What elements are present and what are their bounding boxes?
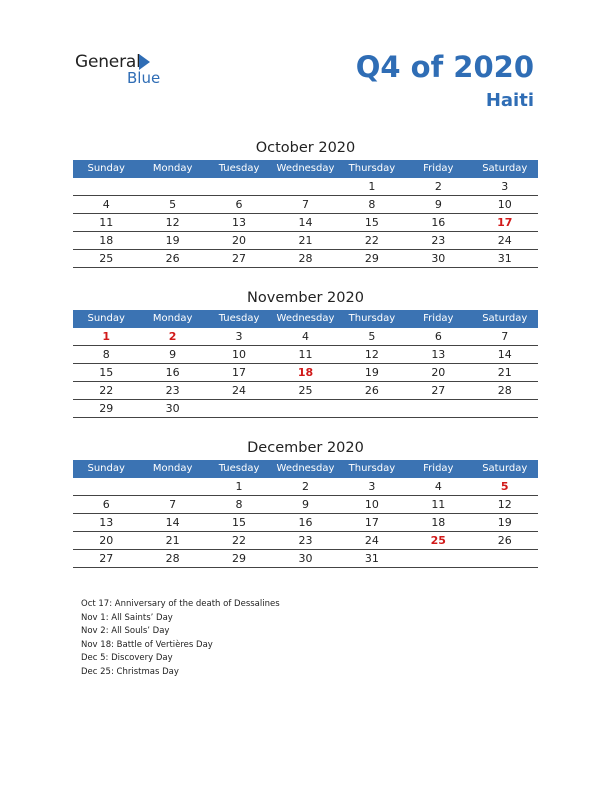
- weekday-label: Tuesday: [218, 463, 260, 474]
- day-cell: 6: [434, 330, 442, 343]
- day-cell: 31: [364, 552, 379, 565]
- weekday-label: Saturday: [482, 163, 528, 174]
- day-cell: [272, 178, 338, 195]
- day-cell: 17: [497, 216, 513, 229]
- day-cell: 20: [431, 366, 446, 379]
- day-cell: [206, 178, 272, 195]
- weekday-label: Sunday: [87, 313, 125, 324]
- day-cell: 5: [500, 480, 509, 493]
- holiday-note: Dec 25: Christmas Day: [81, 666, 179, 677]
- weekday-label: Wednesday: [276, 463, 335, 474]
- calendar-grid: [73, 160, 538, 268]
- weekday-label: Monday: [152, 463, 193, 474]
- day-cell: 15: [364, 216, 379, 229]
- day-cell: 14: [165, 516, 180, 529]
- day-cell: 19: [364, 366, 379, 379]
- month-title: October 2020: [255, 140, 356, 156]
- day-cell: 12: [497, 498, 512, 511]
- day-cell: 10: [364, 498, 379, 511]
- day-cell: 25: [430, 534, 446, 547]
- day-cell: 5: [368, 330, 376, 343]
- day-cell: 4: [102, 198, 110, 211]
- weekday-label: Monday: [152, 163, 193, 174]
- day-cell: 27: [431, 384, 446, 397]
- day-cell: 11: [298, 348, 313, 361]
- week-row: [73, 550, 538, 568]
- week-row: [73, 232, 538, 250]
- week-row: [73, 514, 538, 532]
- logo-triangle-icon: [139, 54, 150, 70]
- day-cell: 27: [99, 552, 114, 565]
- day-cell: 4: [434, 480, 442, 493]
- day-cell: 16: [298, 516, 313, 529]
- day-cell: 24: [497, 234, 512, 247]
- week-row: [73, 400, 538, 418]
- day-cell: [272, 400, 338, 417]
- day-cell: 18: [99, 234, 114, 247]
- day-cell: 3: [501, 180, 509, 193]
- month-october: [73, 138, 538, 268]
- day-cell: [139, 178, 205, 195]
- day-cell: 5: [169, 198, 177, 211]
- holiday-note: Nov 18: Battle of Vertières Day: [81, 639, 213, 650]
- day-cell: 16: [431, 216, 446, 229]
- day-cell: 22: [99, 384, 114, 397]
- month-title: November 2020: [247, 290, 364, 306]
- day-cell: 1: [368, 180, 376, 193]
- day-cell: 31: [497, 252, 512, 265]
- logo: [75, 52, 175, 88]
- week-row: [73, 364, 538, 382]
- holiday-note: Oct 17: Anniversary of the death of Dessalines: [81, 599, 280, 609]
- day-cell: 15: [232, 516, 247, 529]
- day-cell: 9: [169, 348, 177, 361]
- day-cell: 29: [232, 552, 247, 565]
- day-cell: 8: [235, 498, 243, 511]
- day-cell: 7: [169, 498, 177, 511]
- calendar-grid: [73, 310, 538, 418]
- day-cell: 10: [497, 198, 512, 211]
- day-cell: 29: [99, 402, 114, 415]
- weekday-label: Tuesday: [218, 313, 260, 324]
- day-cell: 18: [431, 516, 446, 529]
- day-cell: 7: [301, 198, 309, 211]
- holiday-notes: [81, 598, 280, 680]
- week-row: [73, 532, 538, 550]
- day-cell: 23: [431, 234, 446, 247]
- day-cell: 3: [368, 480, 376, 493]
- day-cell: 26: [497, 534, 512, 547]
- week-row: [73, 346, 538, 364]
- day-cell: 17: [364, 516, 379, 529]
- holiday-note: Dec 5: Discovery Day: [81, 653, 173, 664]
- day-cell: 28: [165, 552, 180, 565]
- holiday-note: Nov 2: All Souls’ Day: [81, 626, 170, 637]
- day-cell: [73, 478, 139, 495]
- day-cell: 9: [434, 198, 442, 211]
- day-cell: 17: [232, 366, 247, 379]
- day-cell: 13: [431, 348, 446, 361]
- day-cell: 2: [301, 480, 309, 493]
- week-row: [73, 478, 538, 496]
- day-cell: 25: [298, 384, 313, 397]
- weekday-label: Friday: [423, 163, 454, 174]
- weekday-header: [73, 310, 538, 328]
- day-cell: 13: [232, 216, 247, 229]
- day-cell: [405, 400, 471, 417]
- day-cell: 1: [235, 480, 243, 493]
- holiday-note: Nov 1: All Saints’ Day: [81, 612, 173, 623]
- weekday-label: Friday: [423, 313, 454, 324]
- weekday-label: Monday: [152, 313, 193, 324]
- day-cell: 18: [297, 366, 314, 379]
- day-cell: 7: [501, 330, 509, 343]
- day-cell: 22: [364, 234, 379, 247]
- country-name: Haiti: [485, 90, 534, 111]
- week-row: [73, 250, 538, 268]
- day-cell: 4: [301, 330, 309, 343]
- weekday-label: Saturday: [482, 313, 528, 324]
- day-cell: [73, 178, 139, 195]
- weekday-label: Thursday: [348, 163, 396, 174]
- day-cell: 29: [364, 252, 379, 265]
- weekday-label: Sunday: [87, 163, 125, 174]
- day-cell: 23: [165, 384, 180, 397]
- weekday-label: Thursday: [348, 313, 396, 324]
- page-title: Q4 of 2020: [355, 50, 534, 84]
- calendar-grid: [73, 460, 538, 568]
- day-cell: 11: [431, 498, 446, 511]
- week-row: [73, 496, 538, 514]
- day-cell: 2: [434, 180, 442, 193]
- day-cell: 3: [235, 330, 243, 343]
- day-cell: 12: [165, 216, 180, 229]
- day-cell: 1: [102, 330, 111, 343]
- weekday-label: Friday: [423, 463, 454, 474]
- day-cell: 21: [165, 534, 180, 547]
- day-cell: 10: [232, 348, 247, 361]
- weekday-label: Sunday: [87, 463, 125, 474]
- day-cell: 27: [232, 252, 247, 265]
- day-cell: 6: [235, 198, 243, 211]
- weekday-header: [73, 460, 538, 478]
- day-cell: 26: [364, 384, 379, 397]
- day-cell: 26: [165, 252, 180, 265]
- weekday-label: Thursday: [348, 463, 396, 474]
- weekday-header: [73, 160, 538, 178]
- logo-text-general: General: [75, 52, 141, 72]
- week-row: [73, 178, 538, 196]
- day-cell: 30: [165, 402, 180, 415]
- day-cell: 30: [431, 252, 446, 265]
- day-cell: 14: [298, 216, 313, 229]
- logo-text-blue: Blue: [127, 69, 161, 87]
- day-cell: [139, 478, 205, 495]
- day-cell: 13: [99, 516, 114, 529]
- day-cell: 14: [497, 348, 512, 361]
- month-title: December 2020: [247, 440, 364, 456]
- day-cell: 28: [497, 384, 512, 397]
- day-cell: 28: [298, 252, 313, 265]
- week-row: [73, 214, 538, 232]
- month-november: [73, 288, 538, 418]
- day-cell: 19: [497, 516, 512, 529]
- day-cell: [472, 400, 538, 417]
- week-row: [73, 196, 538, 214]
- day-cell: [206, 400, 272, 417]
- day-cell: 16: [165, 366, 180, 379]
- day-cell: 9: [301, 498, 309, 511]
- day-cell: 21: [298, 234, 313, 247]
- day-cell: 30: [298, 552, 313, 565]
- day-cell: 11: [99, 216, 114, 229]
- day-cell: 24: [364, 534, 379, 547]
- day-cell: 8: [368, 198, 376, 211]
- day-cell: 20: [232, 234, 247, 247]
- day-cell: [472, 550, 538, 567]
- day-cell: 2: [168, 330, 177, 343]
- week-row: [73, 328, 538, 346]
- weekday-label: Saturday: [482, 463, 528, 474]
- day-cell: 25: [99, 252, 114, 265]
- day-cell: 20: [99, 534, 114, 547]
- month-december: [73, 438, 538, 568]
- day-cell: 12: [364, 348, 379, 361]
- day-cell: [339, 400, 405, 417]
- day-cell: 24: [232, 384, 247, 397]
- day-cell: 6: [102, 498, 110, 511]
- weekday-label: Wednesday: [276, 163, 335, 174]
- day-cell: 23: [298, 534, 313, 547]
- day-cell: 21: [497, 366, 512, 379]
- day-cell: [405, 550, 471, 567]
- weekday-label: Tuesday: [218, 163, 260, 174]
- day-cell: 19: [165, 234, 180, 247]
- day-cell: 15: [99, 366, 114, 379]
- day-cell: 8: [102, 348, 110, 361]
- day-cell: 22: [232, 534, 247, 547]
- weekday-label: Wednesday: [276, 313, 335, 324]
- week-row: [73, 382, 538, 400]
